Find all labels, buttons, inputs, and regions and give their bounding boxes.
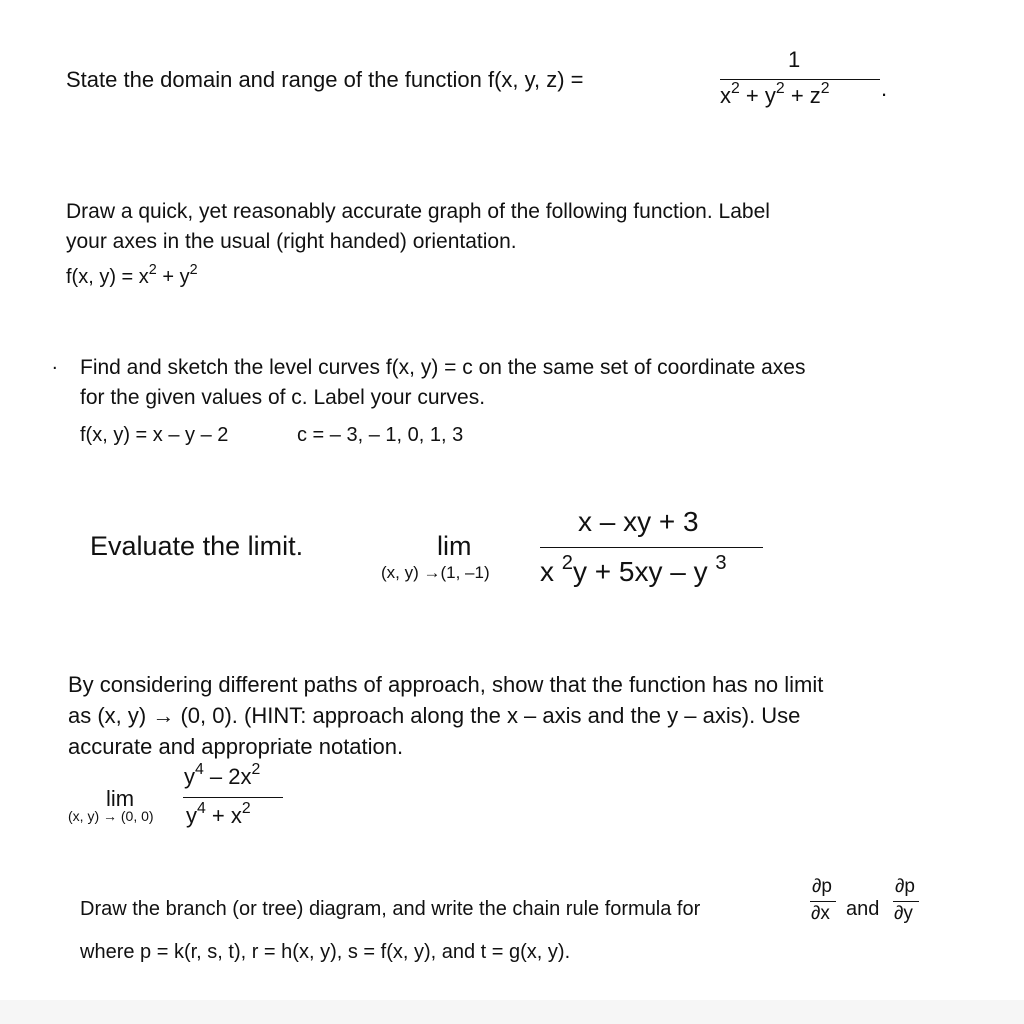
limit-subscript: (x, y) →(1, –1) (381, 563, 490, 582)
fraction-bar (720, 79, 880, 80)
limit-denominator: x $^2$y + 5xy – y $^3$ (540, 551, 727, 587)
dx-denominator: ∂x (811, 903, 830, 924)
paths-numerator: $y^4 - 2x^2$ (184, 761, 261, 789)
paths-limit-subscript: (x, y) → (0, 0) (68, 808, 154, 824)
paths-limit-operator: lim (106, 786, 135, 811)
graph-question: Draw a quick, yet reasonably accurate graph of the following function. Label your axes in the usual (right handed) orientation. (66, 200, 770, 253)
paths-denominator: $y^4 + x^2$ (186, 800, 251, 828)
stray-bullet: . (52, 352, 58, 374)
dp-numerator: ∂p (812, 876, 832, 897)
limit-numerator: x – xy + 3 (578, 506, 699, 537)
level-curves-formula: f(x, y) = x – y – 2 (80, 424, 229, 446)
chain-rule-definitions: where p = k(r, s, t), r = h(x, y), s = f(x, y), and t = g(x, y). (80, 941, 571, 963)
limit-operator: lim (437, 531, 472, 561)
fraction-bar (893, 901, 919, 902)
dy-denominator: ∂y (894, 903, 913, 924)
level-curves-question: Find and sketch the level curves f(x, y) = c on the same set of coordinate axes for the given values of c. Label your curves. (80, 356, 806, 409)
chain-rule-question: Draw the branch (or tree) diagram, and write the chain rule formula for (80, 898, 701, 920)
graph-function-formula: f(x, $y) = x^2 + y^2$ (66, 261, 198, 288)
domain-range-period: . (881, 76, 888, 101)
level-curves-c-values: c = – 3, – 1, 0, 1, 3 (297, 424, 464, 446)
paths-question: By considering different paths of approach, show that the function has no limit as (x, y) → (0, 0). (HINT: approach along the x – axis and the y – axis). Use accurate and appropriate notation. (68, 672, 824, 759)
domain-range-numerator: 1 (788, 47, 801, 72)
dp-numerator: ∂p (895, 876, 915, 897)
fraction-bar (183, 797, 283, 798)
fraction-bar (540, 547, 763, 548)
fraction-bar (810, 901, 836, 902)
evaluate-limit-label: Evaluate the limit. (90, 531, 304, 561)
domain-range-question: State the domain and range of the function f(x, y, z) = (66, 67, 584, 92)
and-word: and (846, 898, 880, 920)
domain-range-denominator: $x^2 + y^2 + z^2$ (720, 80, 830, 108)
